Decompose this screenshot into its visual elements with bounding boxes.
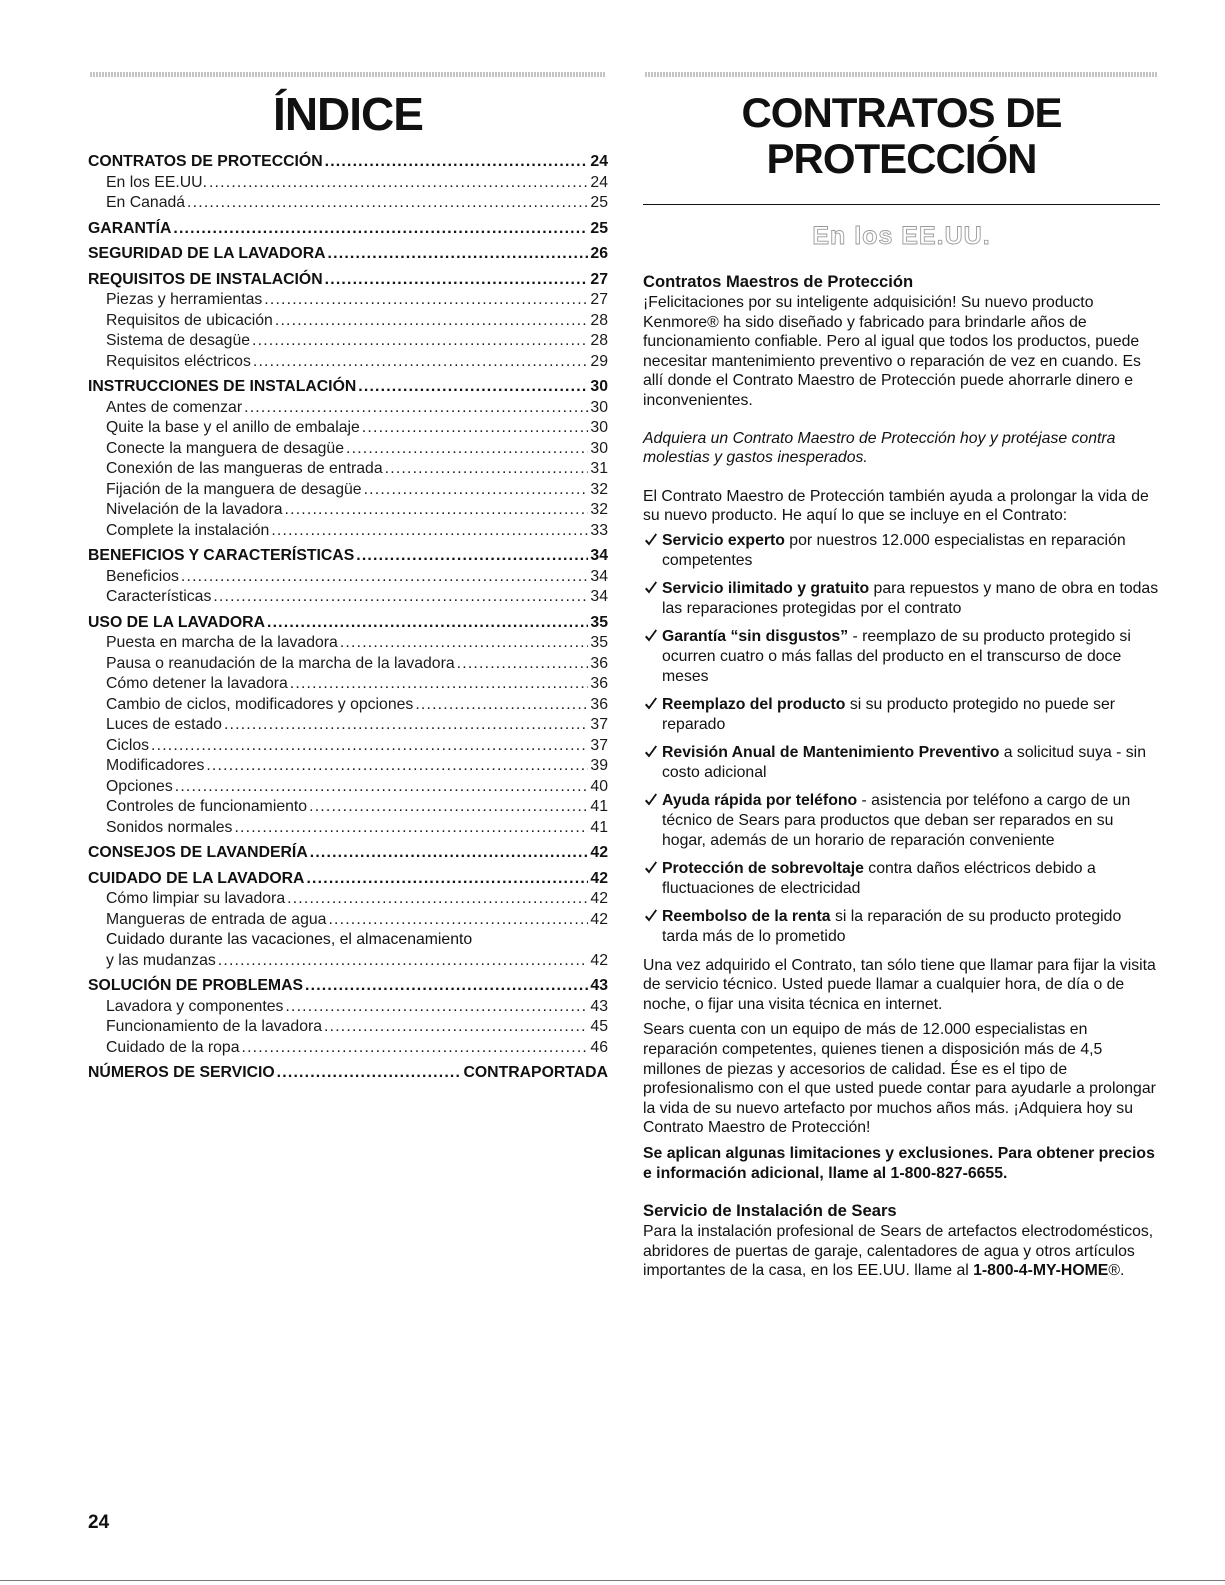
- toc-page: 42: [590, 869, 608, 887]
- toc-label: Ciclos: [106, 736, 150, 754]
- toc-leader: [275, 311, 589, 332]
- benefit-item: [643, 907, 1160, 946]
- toc-page: 30: [590, 439, 608, 457]
- toc-entry: [88, 311, 608, 332]
- toc-section: [88, 377, 608, 398]
- toc-label: CONTRATOS DE PROTECCIÓN: [88, 153, 323, 170]
- toc-page: 27: [590, 291, 608, 308]
- toc-section: [88, 1063, 608, 1084]
- toc-entry: [88, 756, 608, 777]
- toc-leader: [187, 193, 588, 214]
- toc-entry: [88, 951, 608, 972]
- toc-entry: [88, 777, 608, 798]
- toc-leader: [340, 633, 589, 654]
- dotted-rule: [90, 72, 606, 77]
- toc-page: 46: [590, 1038, 608, 1056]
- checkmark-icon: [643, 908, 659, 924]
- benefit-item: [643, 695, 1160, 734]
- toc-label: Quite la base y el anillo de embalaje: [106, 419, 360, 436]
- checkmark-icon: [643, 532, 659, 548]
- benefit-title: Reembolso de la renta: [662, 908, 831, 926]
- toc-leader: [213, 587, 588, 608]
- benefit-text: si la reparación de su producto protegido tarda más de lo prometido: [662, 908, 1122, 946]
- toc-label: Complete la instalación: [106, 521, 270, 539]
- toc-page: 36: [590, 675, 608, 692]
- benefit-item: [643, 743, 1160, 782]
- toc-entry: [88, 818, 608, 839]
- toc-label: Piezas y herramientas: [106, 291, 263, 308]
- toc-label: Puesta en marcha de la lavadora: [106, 634, 338, 651]
- benefit-title: Revisión Anual de Mantenimiento Preventivo: [662, 744, 1000, 762]
- toc-label: Sonidos normales: [106, 818, 233, 836]
- toc-entry: [88, 654, 608, 675]
- toc-label: y las mudanzas: [106, 951, 216, 969]
- toc-leader: [328, 910, 588, 931]
- toc-leader: [218, 951, 589, 972]
- toc-leader: [271, 521, 588, 542]
- benefit-title: Servicio ilimitado y gratuito: [662, 580, 870, 598]
- toc-entry: [88, 633, 608, 654]
- toc-label: Requisitos eléctricos: [106, 352, 251, 370]
- toc-leader: [356, 546, 588, 567]
- toc-label: Conexión de las mangueras de entrada: [106, 460, 383, 477]
- benefit-title: Servicio experto: [662, 531, 785, 549]
- toc-section: [88, 613, 608, 634]
- toc-label: GARANTÍA: [88, 219, 172, 237]
- title-line-1: CONTRATOS DE: [741, 89, 1062, 136]
- installation-paragraph: [643, 1222, 1160, 1281]
- toc-label: Características: [106, 588, 212, 605]
- toc-section: [88, 244, 608, 265]
- checkmark-icon: [643, 580, 659, 596]
- toc-label: BENEFICIOS Y CARACTERÍSTICAS: [88, 547, 355, 564]
- toc-entry: [88, 674, 608, 695]
- toc-leader: [277, 1063, 462, 1084]
- toc-page: 30: [590, 419, 608, 436]
- benefit-text: si su producto protegido no puede ser reparado: [662, 696, 1116, 733]
- toc-page: 42: [590, 910, 608, 928]
- toc-page: 32: [590, 480, 608, 498]
- toc-leader: [325, 152, 589, 173]
- toc-page: 30: [590, 378, 608, 395]
- toc-leader: [415, 695, 588, 716]
- benefit-text: - asistencia por teléfono a cargo de un técnico de Sears para productos que deban ser reparados en su hogar, además de un horario de reparación conveniente: [662, 792, 1131, 849]
- contracts-title: [643, 90, 1160, 182]
- installation-phone: 1-800-4-MY-HOME: [973, 1262, 1109, 1280]
- toc-page: 35: [590, 613, 608, 631]
- toc-leader: [267, 613, 588, 634]
- toc-leader: [224, 715, 588, 736]
- toc-leader: [328, 244, 589, 265]
- toc-section: [88, 546, 608, 567]
- toc-label: Modificadores: [106, 757, 205, 774]
- toc-page: 29: [590, 352, 608, 370]
- toc-page: 25: [590, 194, 608, 211]
- benefit-text: - reemplazo de su producto protegido si ocurren cuatro o más fallas del producto en el transcurso de doce meses: [662, 628, 1131, 685]
- toc-leader: [175, 777, 589, 798]
- toc-section: [88, 270, 608, 291]
- toc-page: 28: [590, 311, 608, 329]
- bottom-rule: [0, 1580, 1225, 1581]
- toc-label: Nivelación de la lavadora: [106, 501, 283, 518]
- toc-page: 25: [590, 219, 608, 237]
- benefits-list: [643, 531, 1160, 947]
- toc-page: 45: [590, 1018, 608, 1035]
- title-divider: [643, 204, 1160, 205]
- index-column: [88, 72, 608, 1084]
- toc-leader: [362, 418, 589, 439]
- toc-leader: [234, 818, 588, 839]
- toc-entry: [88, 459, 608, 480]
- toc-page: 31: [590, 460, 608, 477]
- checkmark-icon: [643, 860, 659, 876]
- master-contracts-heading: Contratos Maestros de Protección: [643, 272, 914, 291]
- benefit-item: [643, 791, 1160, 850]
- toc-entry: [88, 715, 608, 736]
- toc-leader: [287, 889, 588, 910]
- toc-label: Funcionamiento de la lavadora: [106, 1018, 323, 1035]
- toc-page: 28: [590, 332, 608, 349]
- toc-leader: [285, 500, 589, 521]
- toc-leader: [346, 439, 588, 460]
- toc-leader: [151, 736, 588, 757]
- toc-page: 42: [590, 844, 608, 861]
- installation-end: ®.: [1108, 1262, 1125, 1280]
- intro-paragraph: ¡Felicitaciones por su inteligente adquisición! Su nuevo producto Kenmore® ha sido diseñado y fabricado para brindarle años de funcionamiento confiable. Pero al igual que todos los productos, puede necesitar mantenimiento preventivo o reparación de vez en cuando. Es allí donde el Contrato Maestro de Protección puede ahorrarle dinero e inconvenientes.: [643, 294, 1141, 409]
- toc-entry: [88, 1038, 608, 1059]
- toc-page: 43: [590, 997, 608, 1015]
- toc-page: 34: [590, 588, 608, 605]
- toc-label: Pausa o reanudación de la marcha de la lavadora: [106, 654, 455, 672]
- toc-page: 32: [590, 501, 608, 518]
- benefit-text: por nuestros 12.000 especialistas en reparación competentes: [662, 531, 1126, 569]
- toc-section: [88, 843, 608, 864]
- benefit-title: Garantía “sin disgustos”: [662, 628, 849, 646]
- toc-label: En los EE.UU.: [106, 173, 207, 191]
- toc-page: 37: [590, 736, 608, 754]
- table-of-contents: [88, 152, 608, 1084]
- italic-note: Adquiera un Contrato Maestro de Protección hoy y protéjase contra molestias y gastos inesperados.: [643, 429, 1116, 467]
- toc-leader: [385, 459, 589, 480]
- toc-page: 43: [590, 977, 608, 994]
- toc-entry: [88, 290, 608, 311]
- toc-leader: [364, 480, 589, 501]
- toc-entry: [88, 910, 608, 931]
- installation-text: Para la instalación profesional de Sears de artefactos electrodomésticos, abridores de puertas de garaje, calentadores de agua y otros artículos importantes de la casa, en los EE.UU. llame al: [643, 1223, 1154, 1280]
- toc-label: Luces de estado: [106, 716, 222, 733]
- toc-leader: [181, 567, 589, 588]
- toc-page: 41: [590, 798, 608, 815]
- toc-label: SOLUCIÓN DE PROBLEMAS: [88, 977, 304, 994]
- toc-page: 42: [590, 951, 608, 969]
- section-subtitle: En los EE.UU.: [812, 222, 991, 250]
- toc-label: NÚMEROS DE SERVICIO: [88, 1064, 275, 1081]
- toc-label: CUIDADO DE LA LAVADORA: [88, 869, 305, 887]
- title-line-2: PROTECCIÓN: [766, 135, 1037, 182]
- benefit-item: [643, 859, 1160, 898]
- toc-leader: [324, 1017, 588, 1038]
- toc-leader: [325, 270, 589, 291]
- toc-page: 41: [590, 818, 608, 836]
- checkmark-icon: [643, 744, 659, 760]
- toc-entry: [88, 480, 608, 501]
- toc-page: 34: [590, 567, 608, 585]
- page-number: 24: [88, 1512, 110, 1533]
- toc-section: [88, 869, 608, 890]
- toc-page: 26: [590, 245, 608, 262]
- checkmark-icon: [643, 628, 659, 644]
- toc-page: 34: [590, 547, 608, 564]
- toc-page: 27: [590, 270, 608, 288]
- toc-leader: [242, 1038, 589, 1059]
- toc-leader: [253, 352, 589, 373]
- toc-leader: [305, 976, 588, 997]
- toc-label: Cambio de ciclos, modificadores y opciones: [106, 695, 414, 713]
- toc-entry: [88, 997, 608, 1018]
- contract-paragraph: El Contrato Maestro de Protección también ayuda a prolongar la vida de su nuevo producto. He aquí lo que se incluye en el Contrato:: [643, 487, 1149, 525]
- toc-leader: [252, 331, 588, 352]
- benefit-item: [643, 627, 1160, 686]
- toc-entry: [88, 797, 608, 818]
- toc-leader: [173, 219, 588, 240]
- toc-page: 39: [590, 757, 608, 774]
- toc-label: CONSEJOS DE LAVANDERÍA: [88, 844, 308, 861]
- toc-leader: [306, 869, 588, 890]
- toc-label: Cuidado de la ropa: [106, 1038, 240, 1056]
- toc-section: [88, 219, 608, 240]
- toc-leader: [244, 398, 588, 419]
- checkmark-icon: [643, 696, 659, 712]
- toc-leader: [358, 377, 588, 398]
- toc-leader: [309, 797, 588, 818]
- toc-entry: [88, 889, 608, 910]
- toc-entry: [88, 587, 608, 608]
- toc-label: Conecte la manguera de desagüe: [106, 439, 345, 457]
- benefit-title: Ayuda rápida por teléfono: [662, 792, 858, 810]
- toc-page: 24: [590, 173, 608, 191]
- toc-leader: [264, 290, 588, 311]
- toc-entry: [88, 173, 608, 194]
- toc-label: USO DE LA LAVADORA: [88, 613, 265, 631]
- toc-label: Lavadora y componentes: [106, 997, 284, 1015]
- toc-page: 35: [590, 634, 608, 651]
- toc-label: En Canadá: [106, 194, 186, 211]
- limitations-notice: Se aplican algunas limitaciones y exclusiones. Para obtener precios e información adicional, llame al 1-800-827-6655.: [643, 1144, 1155, 1182]
- toc-entry: [88, 521, 608, 542]
- benefit-item: [643, 531, 1160, 570]
- toc-entry: [88, 695, 608, 716]
- toc-page: 40: [590, 777, 608, 795]
- toc-entry: [88, 736, 608, 757]
- toc-page: 36: [590, 695, 608, 713]
- toc-label: Controles de funcionamiento: [106, 798, 308, 815]
- toc-leader: [310, 843, 589, 864]
- toc-label: Requisitos de ubicación: [106, 311, 273, 329]
- toc-entry: [88, 1017, 608, 1038]
- checkmark-icon: [643, 792, 659, 808]
- toc-label: Sistema de desagüe: [106, 332, 251, 349]
- benefit-title: Protección de sobrevoltaje: [662, 860, 864, 878]
- installation-heading: Servicio de Instalación de Sears: [643, 1201, 897, 1221]
- toc-entry: [88, 500, 608, 521]
- toc-page: 24: [590, 153, 608, 170]
- toc-label: Mangueras de entrada de agua: [106, 910, 327, 928]
- toc-page: CONTRAPORTADA: [463, 1064, 608, 1081]
- benefit-text: a solicitud suya - sin costo adicional: [662, 744, 1146, 781]
- toc-leader: [285, 997, 588, 1018]
- toc-label: Cómo limpiar su lavadora: [106, 890, 286, 907]
- toc-entry: [88, 398, 608, 419]
- toc-entry: [88, 418, 608, 439]
- toc-section: [88, 152, 608, 173]
- toc-page: 30: [590, 398, 608, 416]
- toc-page: 36: [590, 654, 608, 672]
- sears-paragraph: Sears cuenta con un equipo de más de 12.000 especialistas en reparación competentes, quienes tienen a disposición más de 4,5 millones de piezas y accesorios de calidad. Ése es el tipo de profesionalismo con el que usted puede contar para ayudarle a prolongar la vida de su nuevo artefacto por muchos años más. ¡Adquiera hoy su Contrato Maestro de Protección!: [643, 1021, 1156, 1137]
- toc-label: INSTRUCCIONES DE INSTALACIÓN: [88, 378, 357, 395]
- toc-label: Opciones: [106, 777, 173, 795]
- index-title: ÍNDICE: [273, 88, 423, 140]
- toc-page: 33: [590, 521, 608, 539]
- benefit-title: Reemplazo del producto: [662, 696, 846, 714]
- visit-paragraph: Una vez adquirido el Contrato, tan sólo tiene que llamar para fijar la visita de servicio técnico. Usted puede llamar a cualquier hora, de día o de noche, o fijar una visita técnica en internet.: [643, 956, 1156, 1013]
- toc-label: Fijación de la manguera de desagüe: [106, 480, 362, 498]
- toc-entry: [88, 439, 608, 460]
- toc-label: SEGURIDAD DE LA LAVADORA: [88, 245, 326, 262]
- toc-label: Cómo detener la lavadora: [106, 675, 288, 692]
- toc-leader: [209, 173, 588, 194]
- toc-leader: [457, 654, 589, 675]
- toc-page: 37: [590, 716, 608, 733]
- toc-entry: [88, 352, 608, 373]
- toc-entry: [88, 930, 608, 951]
- toc-page: 42: [590, 890, 608, 907]
- toc-label: Cuidado durante las vacaciones, el almacenamiento: [106, 931, 473, 948]
- toc-leader: [206, 756, 588, 777]
- contracts-column: [643, 72, 1160, 1281]
- toc-entry: [88, 331, 608, 352]
- toc-leader: [290, 674, 589, 695]
- toc-label: Antes de comenzar: [106, 398, 243, 416]
- benefit-text: para repuestos y mano de obra en todas las reparaciones protegidas por el contrato: [662, 580, 1159, 617]
- benefit-text: contra daños eléctricos debido a fluctuaciones de electricidad: [662, 860, 1096, 897]
- dotted-rule: [645, 72, 1158, 77]
- toc-section: [88, 976, 608, 997]
- toc-entry: [88, 567, 608, 588]
- toc-label: Beneficios: [106, 567, 179, 585]
- benefit-item: [643, 579, 1160, 618]
- toc-entry: [88, 193, 608, 214]
- toc-label: REQUISITOS DE INSTALACIÓN: [88, 270, 323, 288]
